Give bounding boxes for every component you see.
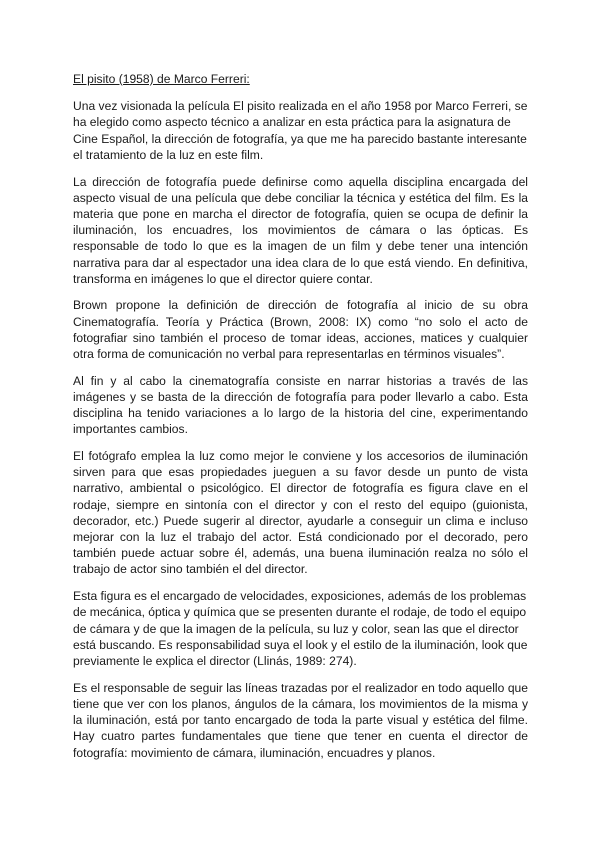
document-body — [73, 71, 528, 771]
paragraph-definition: La dirección de fotografía puede definirse como aquella disciplina encargada del aspecto visual de una película que debe conciliar la técnica y estética del film. Es la materia que pone en marcha el director de fotografía, quien se ocupa de definir la iluminación, los encuadres, los movimientos de cámara o las ópticas. Es responsable de todo lo que es la imagen de un film y debe tener una intención narrativa para dar al espectador una idea clara de lo que está viendo. En definitiva, transforma en imágenes lo que el director quiere contar. — [73, 174, 528, 286]
paragraph-conclusion: Es el responsable de seguir las líneas trazadas por el realizador en todo aquello que tiene que ver con los planos, ángulos de la cámara, los movimientos de la misma y la iluminación, está por tanto encargado de toda la parte visual y estética del filme. Hay cuatro partes fundamentales que tiene que tener en cuenta el director de fotografía: movimiento de cámara, iluminación, encuadres y planos. — [73, 680, 528, 760]
document-title: El pisito (1958) de Marco Ferreri: — [73, 72, 250, 86]
paragraph-brown-quote: Brown propone la definición de dirección de fotografía al inicio de su obra Cinematografía. Teoría y Práctica (Brown, 2008: IX) como “no solo el acto de fotografiar sino también el proceso de tomar ideas, acciones, matices y cualquier otra forma de comunicación no verbal para representarlas en términos visuales”. — [73, 298, 528, 362]
paragraph-cinematography: Al fin y al cabo la cinematografía consiste en narrar historias a través de las imágenes y se basta de la dirección de fotografía para poder llevarlo a cabo. Esta disciplina ha tenido variaciones a lo largo de la historia del cine, experimentando importantes cambios. — [73, 373, 528, 437]
paragraph-photographer-light: El fotógrafo emplea la luz como mejor le conviene y los accesorios de iluminación sirven para que esas propiedades jueguen a su favor desde un punto de vista narrativo, ambiental o psicológico. El director de fotografía es figura clave en el rodaje, siempre en sintonía con el director y con el resto del equipo (guionista, decorador, etc.) Puede sugerir al director, ayudarle a conseguir un clima e incluso mejorar con la luz el trabajo del actor. Está condicionado por el decorado, pero también puede actuar sobre él, además, una buena iluminación realza no sólo el trabajo de actor sino también el del director. — [73, 449, 528, 577]
paragraph-responsibilities: Esta figura es el encargado de velocidades, exposiciones, además de los problemas de mecánica, óptica y química que se presenten durante el rodaje, de todo el equipo de cámara y de que la imagen de la película, su luz y color, sean las que el director está buscando. Es responsabilidad suya el look y el estilo de la iluminación, look que previamente le explica el director (Llinás, 1989: 274). — [73, 589, 528, 668]
paragraph-intro: Una vez visionada la película El pisito realizada en el año 1958 por Marco Ferreri, se ha elegido como aspecto técnico a analizar en esta práctica para la asignatura de Cine Español, la dirección de fotografía, ya que me ha parecido bastante interesante el tratamiento de la luz en este film. — [73, 99, 528, 162]
